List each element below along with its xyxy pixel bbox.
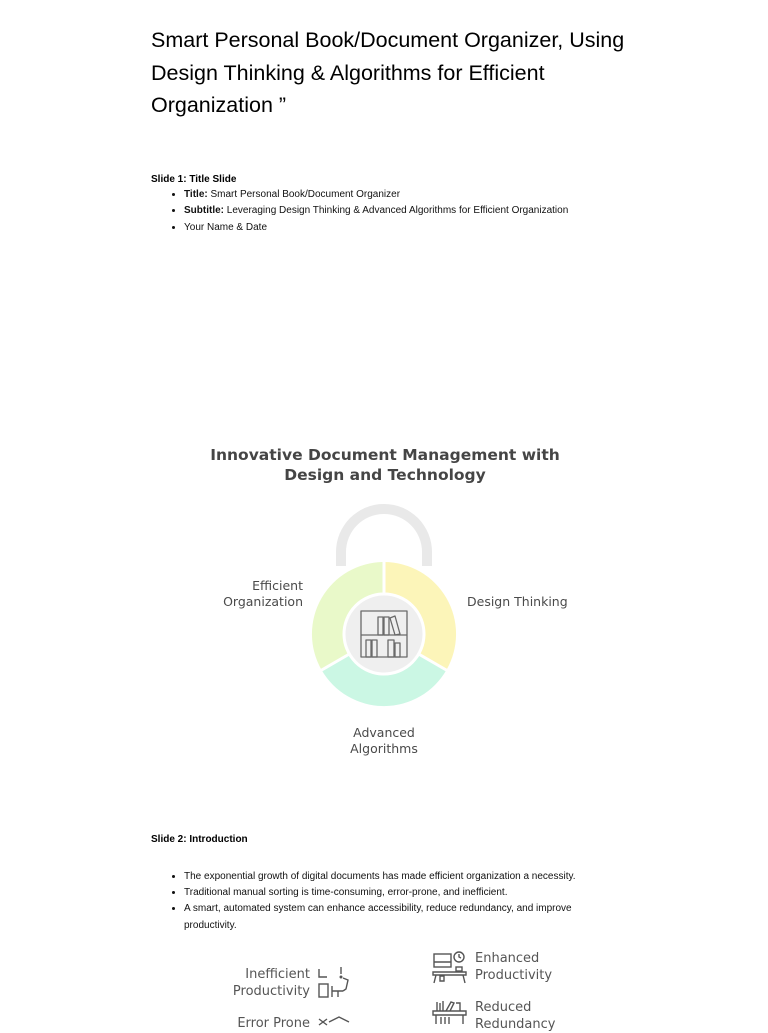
list-item [184, 203, 654, 219]
comparison-diagram [220, 950, 580, 1032]
bullet-label: Title: [184, 189, 208, 200]
label-reduced-redundancy: Reduced Redundancy [475, 1000, 556, 1032]
list-item [184, 187, 654, 203]
label-inefficient-productivity: Inefficient Productivity [232, 967, 310, 999]
list-item: • The exponential growth of digital documents has made efficient organization a necessity. [184, 869, 614, 885]
label-error-prone: Error Prone [237, 1016, 310, 1031]
label-design-thinking: Design Thinking [467, 594, 568, 609]
bullet-label: Subtitle: [184, 205, 224, 217]
list-item: • A smart, automated system can enhance accessibility, reduce redundancy, and improve productivity. [184, 901, 614, 933]
workstation-icon [432, 950, 468, 986]
bullet-text: Smart Personal Book/Document Organizer [207, 189, 401, 200]
broken-icon [317, 1014, 353, 1026]
diagram-title: Innovative Document Management with Design and Technology [210, 446, 560, 484]
list-item: • Traditional manual sorting is time-consuming, error-prone, and inefficient. [184, 885, 614, 901]
messy-desk-icon [316, 964, 352, 1000]
label-advanced-algorithms: Advanced Algorithms [350, 725, 418, 756]
list-item [184, 220, 654, 236]
organized-shelf-icon [432, 998, 468, 1024]
slide-1-list [151, 187, 654, 236]
label-enhanced-productivity: Enhanced Productivity [475, 951, 553, 983]
slide-2-heading: Slide 2: Introduction [151, 834, 248, 845]
bullet-text: Your Name & Date [184, 221, 268, 233]
lock-diagram [190, 440, 580, 770]
slide-2-list [151, 869, 614, 934]
bullet-text: Leveraging Design Thinking & Advanced Algorithms for Efficient Organization [224, 205, 569, 217]
page-title: Smart Personal Book/Document Organizer, Using Design Thinking & Algorithms for Efficient Organization ” [151, 28, 625, 117]
lock-shackle [336, 504, 432, 566]
label-efficient-organization: Efficient Organization [223, 578, 303, 609]
slide-1-heading: Slide 1: Title Slide [151, 174, 237, 185]
